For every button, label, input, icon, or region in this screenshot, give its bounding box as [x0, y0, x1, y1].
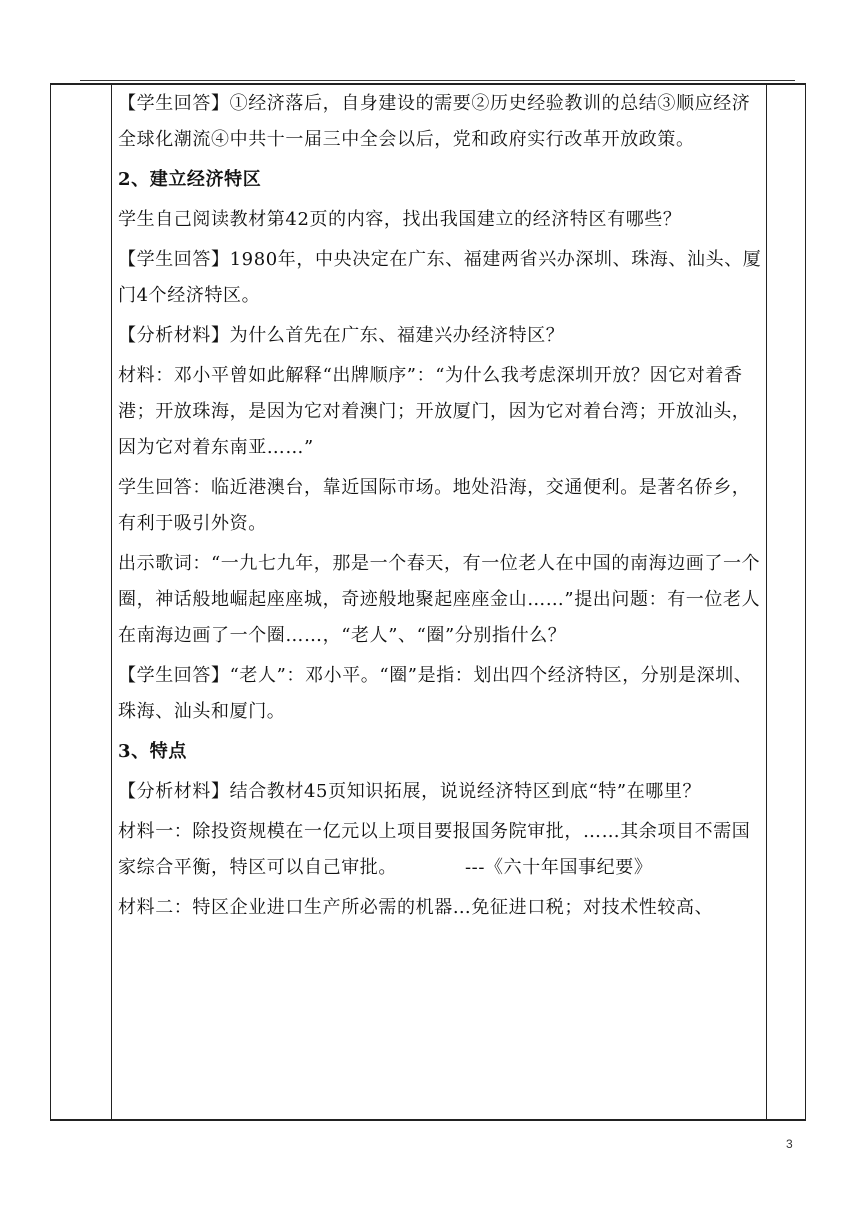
student-answer-zones: 【学生回答】1980年，中央决定在广东、福建两省兴办深圳、珠海、汕头、厦门4个经济特区。: [118, 249, 762, 306]
section-heading-features: 3、特点: [118, 741, 187, 762]
header-rule: [80, 80, 795, 81]
material-one-source: ---《六十年国事纪要》: [465, 857, 653, 878]
material-two: 材料二：特区企业进口生产所必需的机器…免征进口税；对技术性较高、: [118, 897, 714, 918]
song-lyrics-question: 出示歌词：“一九七九年，那是一个春天，有一位老人在中国的南海边画了一个圈，神话般地崛起座座城，奇迹般地聚起座座金山……”提出问题：有一位老人在南海边画了一个圈……，“老人”、“圈”分别指什么？: [118, 553, 761, 646]
section-heading-special-zones: 2、建立经济特区: [118, 169, 262, 190]
material-deng-quote: 材料：邓小平曾如此解释“出牌顺序”：“为什么我考虑深圳开放？因它对着香港；开放珠海，是因为它对着澳门；开放厦门，因为它对着台湾；开放汕头，因为它对着东南亚……”: [118, 365, 751, 458]
analysis-question-why: 【分析材料】为什么首先在广东、福建兴办经济特区？: [118, 325, 565, 346]
page-number: 3: [786, 1137, 793, 1151]
analysis-question-special: 【分析材料】结合教材45页知识拓展，说说经济特区到底“特”在哪里？: [118, 781, 702, 802]
material-one: [118, 814, 768, 886]
student-answer-old-man: 【学生回答】“老人”：邓小平。“圈”是指：划出四个经济特区，分别是深圳、珠海、汕头和厦门。: [118, 665, 753, 722]
reading-task: 学生自己阅读教材第42页的内容，找出我国建立的经济特区有哪些？: [118, 209, 682, 230]
table-left-column-divider: [111, 85, 112, 1119]
lesson-content-cell: [118, 86, 768, 1118]
material-one-text: 材料一：除投资规模在一亿元以上项目要报国务院审批，……其余项目不需国家综合平衡，特区可以自己审批。: [118, 821, 751, 878]
student-answer-location: 学生回答：临近港澳台，靠近国际市场。地处沿海，交通便利。是著名侨乡，有利于吸引外资。: [118, 477, 751, 534]
student-answer-reasons: 【学生回答】①经济落后，自身建设的需要②历史经验教训的总结③顺应经济全球化潮流④中共十一届三中全会以后，党和政府实行改革开放政策。: [118, 93, 751, 150]
